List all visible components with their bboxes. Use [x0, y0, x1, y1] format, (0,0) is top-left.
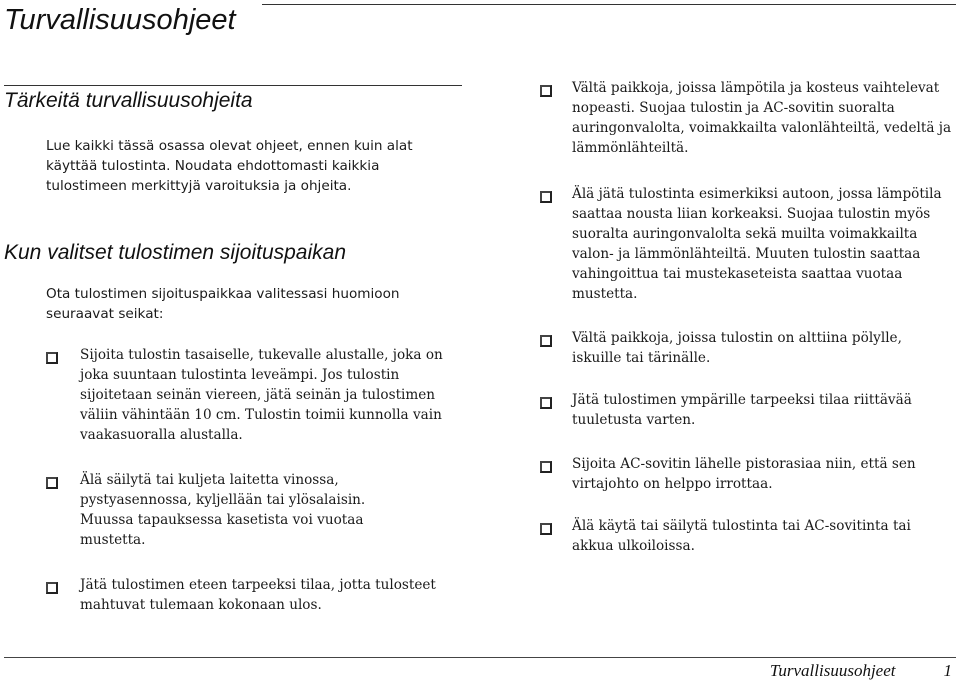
- page-footer: [770, 661, 952, 681]
- list-item: [46, 575, 466, 615]
- checkbox-bullet-icon: [540, 397, 552, 409]
- list-item: [540, 328, 955, 368]
- placement-heading: Kun valitset tulostimen sijoituspaikan: [4, 241, 347, 264]
- list-item: [540, 454, 955, 494]
- list-item: [540, 78, 955, 158]
- checkbox-bullet-icon: [46, 477, 58, 489]
- list-item-text: Vältä paikkoja, joissa tulostin on alttiina pölylle, iskuille tai tärinälle.: [572, 330, 902, 366]
- checkbox-bullet-icon: [540, 85, 552, 97]
- list-item: [540, 184, 955, 304]
- placement-text: Ota tulostimen sijoituspaikkaa valitessasi huomioon seuraavat seikat:: [46, 286, 400, 322]
- list-item: [46, 345, 466, 445]
- list-item-text: Älä käytä tai säilytä tulostinta tai AC-sovitinta tai akkua ulkoiloissa.: [572, 518, 911, 554]
- list-item: [540, 516, 955, 556]
- list-item: [46, 470, 466, 550]
- checkbox-bullet-icon: [540, 461, 552, 473]
- list-item-text: Älä säilytä tai kuljeta laitetta vinossa, pystyasennossa, kyljellään tai ylösalaisin. Muussa tapauksessa kasetista voi vuotaa mustetta.: [80, 472, 366, 548]
- checkbox-bullet-icon: [540, 191, 552, 203]
- footer-section-title: Turvallisuusohjeet: [769, 661, 896, 680]
- checkbox-bullet-icon: [46, 582, 58, 594]
- list-item-text: Älä jätä tulostinta esimerkiksi autoon, jossa lämpötila saattaa nousta liian korkeaksi. Suojaa tulostin myös suoralta auringonvalolta sekä muilta voimakkailta valon- ja lämmönlähteiltä. Muuten tulostin saattaa vahingoittua tai mustekaseteista saattaa vuotaa mustetta.: [572, 186, 942, 302]
- section-rule: [4, 85, 462, 86]
- intro-heading: Tärkeitä turvallisuusohjeita: [4, 89, 253, 112]
- checkbox-bullet-icon: [540, 523, 552, 535]
- page-title: Turvallisuusohjeet: [4, 4, 236, 36]
- list-item: [540, 390, 955, 430]
- list-item-text: Sijoita AC-sovitin lähelle pistorasiaa niin, että sen virtajohto on helppo irrottaa.: [572, 456, 916, 492]
- list-item-text: Sijoita tulostin tasaiselle, tukevalle alustalle, joka on joka suuntaan tulostinta leveämpi. Jos tulostin sijoitetaan seinän viereen, jätä seinän ja tulostimen väliin vähintään 10 cm. Tulostin toimii kunnolla vain vaakasuoralla alustalla.: [80, 347, 443, 443]
- footer-rule: [4, 657, 956, 658]
- checkbox-bullet-icon: [540, 335, 552, 347]
- title-rule: [262, 4, 956, 5]
- page-number: 1: [943, 661, 952, 680]
- list-item-text: Vältä paikkoja, joissa lämpötila ja kosteus vaihtelevat nopeasti. Suojaa tulostin ja AC-sovitin suoralta auringonvalolta, voimakkailta valonlähteiltä, vedeltä ja lämmönlähteiltä.: [572, 80, 952, 156]
- list-item-text: Jätä tulostimen ympärille tarpeeksi tilaa riittävää tuuletusta varten.: [572, 392, 912, 428]
- checkbox-bullet-icon: [46, 352, 58, 364]
- list-item-text: Jätä tulostimen eteen tarpeeksi tilaa, jotta tulosteet mahtuvat tulemaan kokonaan ulos.: [80, 577, 436, 613]
- intro-text: Lue kaikki tässä osassa olevat ohjeet, ennen kuin alat käyttää tulostinta. Noudata ehdottomasti kaikkia tulostimeen merkittyjä varoituksia ja ohjeita.: [46, 138, 413, 194]
